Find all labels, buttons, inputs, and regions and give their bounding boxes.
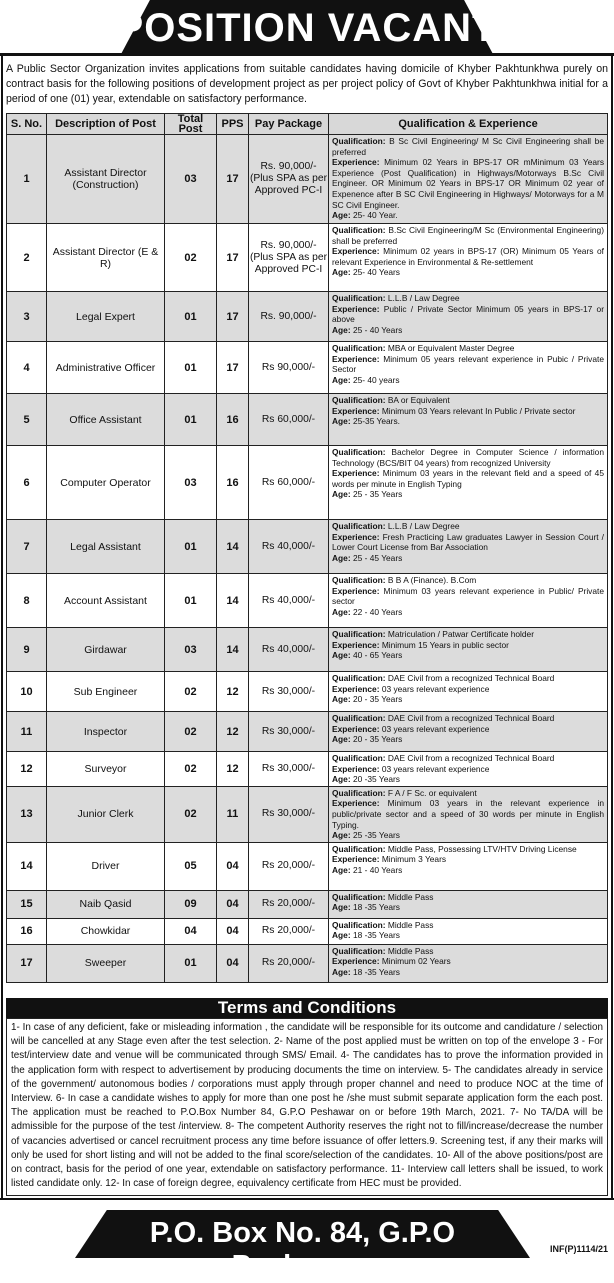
experience-value: Minimum 02 Years in BPS-17 OR mMinimum 03 Years Experience (Post Qualification) in Highways/Motorways B.Sc Civil Engineer. OR Minimum 02 Years in BPS-17 OR Minimum 02 year of Expenence after B SC Civil Engineering in Highways/ Motorways for a M SC Civil Engineer.: [332, 157, 605, 210]
qualification-line: [332, 753, 604, 764]
experience-value: Fresh Practicing Law graduates Lawyer in Session Court / Lower Court License from Bar Association: [332, 531, 605, 553]
qualification-line: [332, 713, 604, 724]
experience-label: Experience:: [332, 798, 380, 809]
pay-package: Rs 20,000/-: [249, 890, 329, 918]
header-pay: Pay Package: [249, 114, 329, 135]
total-posts: 03: [165, 135, 217, 224]
experience-value: Minimum 03 years in the relevant experience in public/private sector and a speed of 30 words per minute in English Typing.: [332, 798, 605, 830]
pay-package: Rs 90,000/-: [249, 342, 329, 394]
serial-number: 12: [7, 752, 47, 787]
pay-package: Rs 30,000/-: [249, 752, 329, 787]
age-label: Age:: [332, 830, 351, 841]
qualification-label: Qualification:: [332, 521, 386, 531]
post-description: Account Assistant: [47, 574, 165, 628]
experience-line: [332, 640, 604, 651]
experience-label: Experience:: [332, 246, 380, 257]
age-line: [332, 694, 604, 705]
age-value: 25- 40 years: [352, 374, 400, 385]
right-border: [611, 56, 613, 1198]
serial-number: 1: [7, 135, 47, 224]
age-line: [332, 489, 604, 500]
age-line: [332, 830, 604, 841]
table-row: [7, 944, 608, 982]
experience-line: [332, 406, 604, 417]
table-row: [7, 292, 608, 342]
qualification-line: [332, 136, 604, 157]
qualification-experience: [329, 842, 608, 890]
age-value: 18 -35 Years: [352, 966, 400, 977]
qualification-experience: [329, 446, 608, 520]
age-line: [332, 325, 604, 336]
qualification-value: DAE Civil from a recognized Technical Board: [387, 713, 555, 723]
experience-line: [332, 586, 604, 607]
serial-number: 4: [7, 342, 47, 394]
age-value: 20 - 35 Years: [352, 734, 403, 745]
serial-number: 10: [7, 672, 47, 712]
qualification-experience: [329, 394, 608, 446]
total-posts: 02: [165, 712, 217, 752]
serial-number: 8: [7, 574, 47, 628]
age-value: 25- 40 Year.: [352, 210, 398, 221]
experience-line: [332, 354, 604, 375]
header-desc: Description of Post: [47, 114, 165, 135]
experience-line: [332, 724, 604, 735]
pay-package: Rs 20,000/-: [249, 944, 329, 982]
experience-value: Minimum 02 years in BPS-17 (OR) Minimum 05 Years of relevant Experience in Environmental & Re-settlement: [332, 246, 605, 267]
table-row: [7, 672, 608, 712]
post-description: Sub Engineer: [47, 672, 165, 712]
experience-line: [332, 684, 604, 695]
post-description: Surveyor: [47, 752, 165, 787]
post-description: Legal Assistant: [47, 520, 165, 574]
qualification-experience: [329, 944, 608, 982]
experience-label: Experience:: [332, 531, 380, 542]
age-label: Age:: [332, 930, 351, 941]
table-row: [7, 752, 608, 787]
experience-label: Experience:: [332, 639, 380, 650]
page-title: POSITION VACANT: [116, 6, 498, 50]
total-posts: 01: [165, 292, 217, 342]
qualification-value: BA or Equivalent: [387, 395, 450, 405]
age-label: Age:: [332, 606, 351, 617]
pay-package: Rs 40,000/-: [249, 628, 329, 672]
age-value: 25 -35 Years: [352, 830, 400, 841]
serial-number: 16: [7, 918, 47, 944]
age-label: Age:: [332, 864, 351, 875]
qualification-line: [332, 920, 604, 931]
age-value: 21 - 40 Years: [352, 864, 403, 875]
age-line: [332, 650, 604, 661]
age-line: [332, 607, 604, 618]
pps-grade: 16: [217, 394, 249, 446]
total-posts: 02: [165, 224, 217, 292]
age-label: Age:: [332, 650, 351, 661]
age-line: [332, 210, 604, 221]
experience-label: Experience:: [332, 353, 380, 364]
age-label: Age:: [332, 489, 351, 500]
total-posts: 01: [165, 574, 217, 628]
experience-line: [332, 854, 604, 865]
qualification-value: DAE Civil from a recognized Technical Board: [387, 673, 555, 683]
qualification-value: MBA or Equivalent Master Degree: [387, 343, 515, 353]
qualification-value: B Sc Civil Engineering/ M Sc Civil Engineering shall be preferred: [332, 136, 604, 157]
qualification-experience: [329, 712, 608, 752]
serial-number: 17: [7, 944, 47, 982]
terms-text: 1- In case of any deficient, fake or misleading information , the candidate will be responsible for its outcome and candidature / selection will be cancelled at any Stage even after the test selection. 2- Name of the post applied must be written on top of the envelope 3 - For test/interview date and venue will be communicated through SMS/ Email. 4- The candidates has to prove the information provided in the application form with respect to advertisement by producing documents the time on interview. 5- The candidates already in service of the government/ autonomous bodies / corporations must apply through proper channel and need to produce NOC at the time of Interview. 6- In case a candidate wishes to apply for more than one post he /she must submit separate application form the each post. The application must be reached to P.O.Box Number 84, G.P.O Peshawar on or before 19th March, 2021. 7- No TA/DA will be admissible for the purpose of the test /interview. 8- The competent Authority reserves the right not to fill/increase/decrease the number of vacancies advertised or cancel recruitment process any time before issuance of offer letters.9. Screening test, if any their marks will only be used for short listing and will not be added to the final score/selection of the candidates. 10- All of the above positions/post are on contract, basis for the period of one year, extendable on satisfactory performance. 11- Interview call letters shall be issued, to work listed candidate only. 12- In case of foreign degree, equivalency certificate from HEC must be provided.: [6, 1018, 608, 1196]
post-description: Inspector: [47, 712, 165, 752]
experience-line: [332, 304, 604, 325]
age-value: 18 -35 Years: [352, 930, 400, 941]
age-value: 25 - 40 Years: [352, 324, 403, 335]
pps-grade: 04: [217, 890, 249, 918]
experience-label: Experience:: [332, 303, 380, 314]
experience-label: Experience:: [332, 854, 380, 865]
table-header: [7, 114, 608, 135]
age-label: Age:: [332, 267, 351, 278]
age-label: Age:: [332, 902, 351, 913]
experience-line: [332, 532, 604, 553]
age-label: Age:: [332, 324, 351, 335]
qualification-experience: [329, 752, 608, 787]
header-total: Total Post: [165, 114, 217, 135]
experience-line: [332, 468, 604, 489]
ad-code: INF(P)1114/21: [549, 1244, 608, 1254]
table-row: [7, 342, 608, 394]
age-label: Age:: [332, 374, 351, 385]
intro-paragraph: A Public Sector Organization invites applications from suitable candidates having domicile of Khyber Pakhtunkhwa purely on contract basis for the following positions of development project as per project policy of Govt of Khyber Pakhtunkhwa initial for a period of one (01) year, extendable on satisfactory performance.: [6, 63, 608, 105]
total-posts: 01: [165, 342, 217, 394]
qualification-label: Qualification:: [332, 945, 386, 956]
qualification-label: Qualification:: [332, 673, 386, 683]
pps-grade: 12: [217, 712, 249, 752]
total-posts: 01: [165, 520, 217, 574]
experience-line: [332, 246, 604, 267]
total-posts: 09: [165, 890, 217, 918]
pay-package: Rs. 90,000/- (Plus SPA as per Approved PC-I: [249, 135, 329, 224]
qualification-line: [332, 395, 604, 406]
age-value: 40 - 65 Years: [352, 650, 403, 661]
total-posts: 05: [165, 842, 217, 890]
qualification-label: Qualification:: [332, 713, 386, 723]
pps-grade: 12: [217, 672, 249, 712]
qualification-experience: [329, 574, 608, 628]
qualification-label: Qualification:: [332, 136, 386, 146]
table-row: [7, 446, 608, 520]
age-value: 20 - 35 Years: [352, 694, 403, 705]
experience-value: Minimum 02 Years: [381, 956, 451, 967]
pay-package: Rs 30,000/-: [249, 786, 329, 842]
qualification-label: Qualification:: [332, 395, 386, 405]
age-label: Age:: [332, 734, 351, 745]
post-description: Driver: [47, 842, 165, 890]
post-description: Computer Operator: [47, 446, 165, 520]
qualification-value: L.L.B / Law Degree: [387, 293, 460, 303]
qualification-value: Middle Pass, Possessing LTV/HTV Driving License: [387, 843, 577, 854]
qualification-experience: [329, 224, 608, 292]
age-label: Age:: [332, 774, 351, 785]
experience-label: Experience:: [332, 956, 380, 967]
qualification-label: Qualification:: [332, 343, 386, 353]
age-value: 25 - 35 Years: [352, 489, 403, 500]
positions-table: [6, 113, 608, 983]
table-row: [7, 135, 608, 224]
qualification-line: [332, 788, 604, 799]
footer-banner: [0, 1198, 614, 1282]
total-posts: 04: [165, 918, 217, 944]
pps-grade: 14: [217, 520, 249, 574]
qualification-label: Qualification:: [332, 787, 386, 798]
experience-label: Experience:: [332, 683, 380, 694]
qualification-value: Bachelor Degree in Computer Science / information Technology (BCS/BIT 04 years) from recognized University: [332, 447, 604, 468]
qualification-label: Qualification:: [332, 447, 386, 457]
age-line: [332, 930, 604, 941]
age-label: Age:: [332, 694, 351, 705]
age-label: Age:: [332, 966, 351, 977]
address: P.O. Box No. 84, G.P.O Peshawar.: [149, 1217, 456, 1282]
pps-grade: 14: [217, 628, 249, 672]
post-description: Assistant Director (Construction): [47, 135, 165, 224]
table-row: [7, 786, 608, 842]
post-description: Administrative Officer: [47, 342, 165, 394]
experience-value: Minimum 03 years in the relevant field and a speed of 45 words per minute in English Typing: [332, 468, 604, 489]
pay-package: Rs 40,000/-: [249, 574, 329, 628]
experience-label: Experience:: [332, 723, 380, 734]
experience-value: Public / Private Sector Minimum 05 years in BPS-17 or above: [332, 303, 604, 325]
experience-label: Experience:: [332, 468, 380, 479]
experience-value: Minimum 03 years relevant experience in Public/ Private sector: [332, 585, 605, 607]
header-qual: Qualification & Experience: [329, 114, 608, 135]
experience-label: Experience:: [332, 157, 380, 168]
experience-value: 03 years relevant experience: [381, 683, 490, 694]
total-posts: 02: [165, 786, 217, 842]
qualification-line: [332, 225, 604, 246]
serial-number: 9: [7, 628, 47, 672]
age-line: [332, 902, 604, 913]
experience-label: Experience:: [332, 585, 380, 596]
qualification-value: Middle Pass: [387, 891, 434, 902]
age-value: 22 - 40 Years: [352, 606, 403, 617]
total-posts: 01: [165, 944, 217, 982]
pay-package: Rs 20,000/-: [249, 842, 329, 890]
pay-package: Rs 30,000/-: [249, 712, 329, 752]
qualification-line: [332, 892, 604, 903]
qualification-label: Qualification:: [332, 753, 386, 763]
age-label: Age:: [332, 552, 351, 563]
age-line: [332, 375, 604, 386]
header-pps: PPS: [217, 114, 249, 135]
serial-number: 7: [7, 520, 47, 574]
qualification-value: DAE Civil from a recognized Technical Board: [387, 753, 555, 763]
qualification-label: Qualification:: [332, 843, 386, 854]
qualification-label: Qualification:: [332, 293, 386, 303]
left-border: [1, 56, 3, 1198]
experience-line: [332, 764, 604, 775]
experience-value: 03 years relevant experience: [381, 763, 490, 774]
qualification-experience: [329, 520, 608, 574]
pps-grade: 12: [217, 752, 249, 787]
serial-number: 13: [7, 786, 47, 842]
age-value: 25-35 Years.: [352, 416, 400, 427]
qualification-label: Qualification:: [332, 225, 386, 235]
post-description: Assistant Director (E & R): [47, 224, 165, 292]
age-label: Age:: [332, 210, 351, 221]
total-posts: 02: [165, 672, 217, 712]
qualification-value: Middle Pass: [387, 919, 434, 930]
serial-number: 11: [7, 712, 47, 752]
age-line: [332, 416, 604, 427]
age-line: [332, 553, 604, 564]
serial-number: 15: [7, 890, 47, 918]
age-line: [332, 734, 604, 745]
pps-grade: 11: [217, 786, 249, 842]
age-value: 25- 40 Years: [352, 267, 400, 278]
pps-grade: 17: [217, 292, 249, 342]
table-row: [7, 394, 608, 446]
pps-grade: 04: [217, 918, 249, 944]
pay-package: Rs 60,000/-: [249, 446, 329, 520]
total-posts: 01: [165, 394, 217, 446]
qualification-label: Qualification:: [332, 575, 386, 585]
experience-value: Minimum 15 Years in public sector: [381, 639, 509, 650]
header-sno: S. No.: [7, 114, 47, 135]
qualification-line: [332, 673, 604, 684]
pps-grade: 17: [217, 224, 249, 292]
qualification-experience: [329, 672, 608, 712]
table-row: [7, 628, 608, 672]
qualification-experience: [329, 135, 608, 224]
qualification-line: [332, 521, 604, 532]
pps-grade: 16: [217, 446, 249, 520]
qualification-line: [332, 629, 604, 640]
qualification-experience: [329, 628, 608, 672]
qualification-line: [332, 946, 604, 957]
total-posts: 02: [165, 752, 217, 787]
qualification-value: F A / F Sc. or equivalent: [387, 787, 477, 798]
qualification-line: [332, 844, 604, 855]
pps-grade: 04: [217, 944, 249, 982]
qualification-value: L.L.B / Law Degree: [387, 521, 460, 531]
pay-package: Rs 60,000/-: [249, 394, 329, 446]
post-description: Chowkidar: [47, 918, 165, 944]
table-row: [7, 842, 608, 890]
post-description: Office Assistant: [47, 394, 165, 446]
qualification-experience: [329, 292, 608, 342]
age-label: Age:: [332, 416, 351, 427]
pay-package: Rs. 90,000/- (Plus SPA as per Approved PC-I: [249, 224, 329, 292]
experience-value: Minimum 05 years relevant experience in Pubic / Private Sector: [332, 353, 604, 375]
post-description: Naib Qasid: [47, 890, 165, 918]
age-line: [332, 865, 604, 876]
qualification-experience: [329, 786, 608, 842]
age-line: [332, 967, 604, 978]
serial-number: 14: [7, 842, 47, 890]
age-value: 25 - 45 Years: [352, 552, 403, 563]
qualification-value: Middle Pass: [387, 945, 434, 956]
table-row: [7, 918, 608, 944]
qualification-label: Qualification:: [332, 891, 386, 902]
post-description: Girdawar: [47, 628, 165, 672]
experience-value: 03 years relevant experience: [381, 723, 490, 734]
qualification-experience: [329, 918, 608, 944]
qualification-line: [332, 343, 604, 354]
total-posts: 03: [165, 628, 217, 672]
experience-line: [332, 157, 604, 210]
age-value: 20 -35 Years: [352, 774, 400, 785]
pay-package: Rs 40,000/-: [249, 520, 329, 574]
post-description: Sweeper: [47, 944, 165, 982]
qualification-label: Qualification:: [332, 629, 386, 639]
title-banner: [0, 0, 614, 56]
age-line: [332, 267, 604, 278]
experience-label: Experience:: [332, 763, 380, 774]
serial-number: 3: [7, 292, 47, 342]
qualification-line: [332, 293, 604, 304]
experience-line: [332, 798, 604, 830]
qualification-experience: [329, 890, 608, 918]
pps-grade: 14: [217, 574, 249, 628]
post-description: Junior Clerk: [47, 786, 165, 842]
experience-value: Minimum 3 Years: [381, 854, 447, 865]
serial-number: 2: [7, 224, 47, 292]
qualification-value: B.Sc Civil Engineering/M Sc (Environmental Engineering) shall be preferred: [332, 225, 605, 246]
qualification-value: B B A (Finance). B.Com: [387, 575, 477, 585]
pay-package: Rs 30,000/-: [249, 672, 329, 712]
qualification-line: [332, 575, 604, 586]
qualification-label: Qualification:: [332, 919, 386, 930]
pps-grade: 17: [217, 135, 249, 224]
serial-number: 5: [7, 394, 47, 446]
pps-grade: 04: [217, 842, 249, 890]
experience-label: Experience:: [332, 405, 380, 416]
table-row: [7, 712, 608, 752]
pay-package: Rs 20,000/-: [249, 918, 329, 944]
age-value: 18 -35 Years: [352, 902, 400, 913]
pay-package: Rs. 90,000/-: [249, 292, 329, 342]
pps-grade: 17: [217, 342, 249, 394]
qualification-experience: [329, 342, 608, 394]
table-row: [7, 520, 608, 574]
terms-title: Terms and Conditions: [6, 998, 608, 1018]
table-row: [7, 574, 608, 628]
qualification-value: Matriculation / Patwar Certificate holder: [387, 629, 535, 639]
experience-line: [332, 956, 604, 967]
serial-number: 6: [7, 446, 47, 520]
table-row: [7, 224, 608, 292]
total-posts: 03: [165, 446, 217, 520]
experience-value: Minimum 03 Years relevant In Public / Private sector: [381, 405, 576, 416]
qualification-line: [332, 447, 604, 468]
table-row: [7, 890, 608, 918]
post-description: Legal Expert: [47, 292, 165, 342]
age-line: [332, 774, 604, 785]
